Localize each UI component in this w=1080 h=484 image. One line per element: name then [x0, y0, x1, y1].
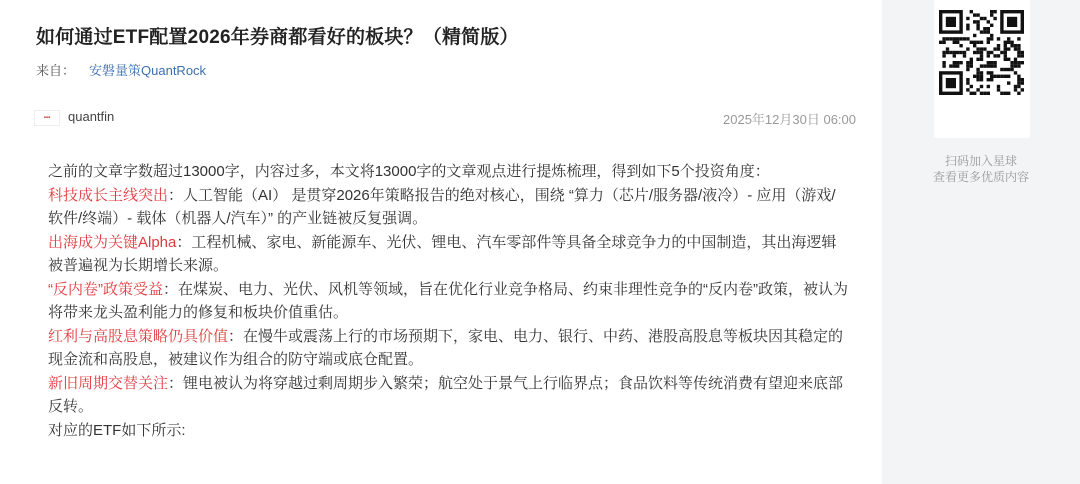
point-text: ：工程机械、家电、新能源车、光伏、锂电、汽车零部件等具备全球竞争力的中国制造，其出海逻辑被普遍视为长期增长来源。 [48, 233, 837, 274]
author-row [34, 107, 856, 127]
point-item [48, 372, 848, 419]
source-link[interactable]: 安磐量策QuantRock [89, 63, 207, 78]
intro-paragraph: 之前的文章字数超过13000字，内容过多，本文将13000字的文章观点进行提炼梳理，得到如下5个投资角度： [48, 163, 770, 180]
qr-caption-line1: 扫码加入星球 [944, 154, 1017, 168]
publish-date: 2025年12月30日 06:00 [723, 112, 856, 127]
point-text: ：人工智能（AI） 是贯穿2026年策略报告的绝对核心，围绕 “算力（芯片/服务器/液冷）- 应用（游戏/软件/终端）- 载体（机器人/汽车）” 的产业链被反复强调。 [48, 186, 836, 227]
point-text: ：锂电被认为将穿越过剩周期步入繁荣；航空处于景气上行临界点；食品饮料等传统消费有望迎来底部反转。 [48, 374, 844, 415]
point-text: ：在慢牛或震荡上行的市场预期下，家电、电力、银行、中药、港股高股息等板块因其稳定的现金流和高股息，被建议作为组合的防守端或底仓配置。 [48, 327, 844, 368]
point-item [48, 231, 848, 278]
article-source [36, 60, 206, 79]
qr-code-card [934, 0, 1030, 138]
point-highlight: “反内卷”政策受益 [48, 280, 163, 298]
point-item [48, 184, 848, 231]
point-highlight: 出海成为关键Alpha [48, 233, 177, 251]
article-body [48, 160, 848, 442]
point-item [48, 278, 848, 325]
qr-code-icon [936, 4, 1028, 134]
outro-paragraph: 对应的ETF如下所示: [48, 421, 186, 439]
point-highlight: 红利与高股息策略仍具价值 [48, 327, 229, 345]
article-title: 如何通过ETF配置2026年券商都看好的板块？（精简版） [36, 27, 519, 48]
author-name[interactable]: quantfin [68, 109, 115, 124]
point-item [48, 325, 848, 372]
source-label: 来自： [36, 63, 76, 78]
point-highlight: 科技成长主线突出 [48, 186, 169, 204]
point-text: ：在煤炭、电力、光伏、风机等领域，旨在优化行业竞争格局、约束非理性竞争的“反内卷”政策，被认为将带来龙头盈利能力的修复和板块价值重估。 [48, 280, 848, 321]
qr-caption-line2: 查看更多优质内容 [932, 170, 1029, 184]
point-highlight: 新旧周期交替关注 [48, 374, 169, 392]
sidebar [882, 0, 1080, 484]
author-avatar[interactable]: ▪▪▪ [34, 110, 60, 126]
